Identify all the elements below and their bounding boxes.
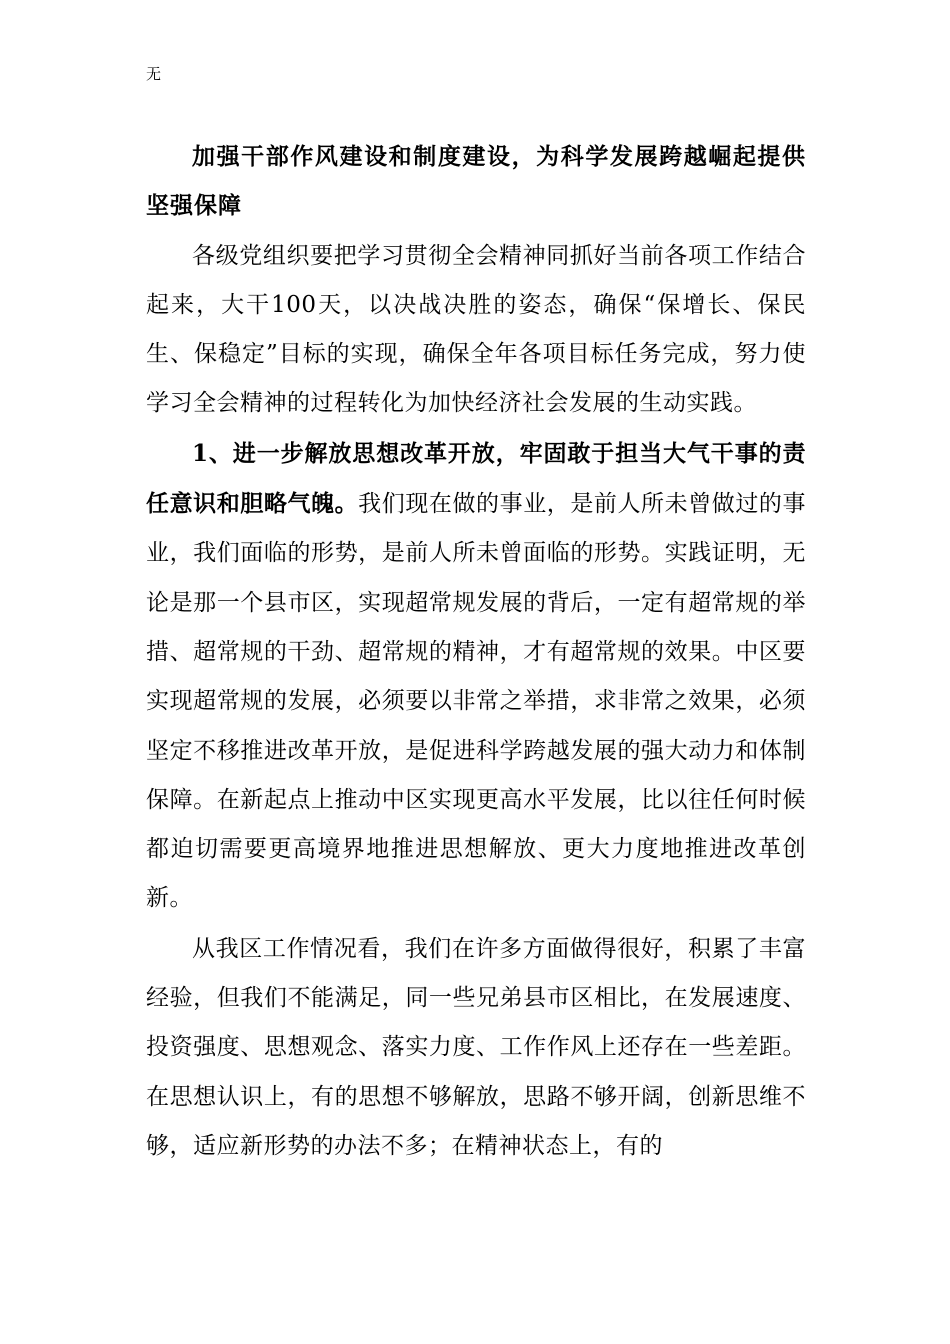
document-title: 加强干部作风建设和制度建设，为科学发展跨越崛起提供坚强保障	[146, 143, 806, 220]
paragraph-2	[146, 429, 806, 924]
paragraph-1	[146, 231, 806, 429]
paragraph-3	[146, 924, 806, 1171]
header-mark: 无	[146, 65, 162, 83]
paragraph-3-text: 从我区工作情况看，我们在许多方面做得很好，积累了丰富经验，但我们不能满足，同一些兄弟县市区相比，在发展速度、投资强度、思想观念、落实力度、工作作风上还存在一些差距。在思想认识上，有的思想不够解放，思路不够开阔，创新思维不够，适应新形势的办法不多；在精神状态上，有的	[146, 935, 806, 1159]
document-body	[146, 132, 806, 1171]
paragraph-2-text: 我们现在做的事业，是前人所未曾做过的事业，我们面临的形势，是前人所未曾面临的形势。实践证明，无论是那一个县市区，实现超常规发展的背后，一定有超常规的举措、超常规的干劲、超常规的精神，才有超常规的效果。中区要实现超常规的发展，必须要以非常之举措，求非常之效果，必须坚定不移推进改革开放，是促进科学跨越发展的强大动力和体制保障。在新起点上推动中区实现更高水平发展，比以往任何时候都迫切需要更高境界地推进思想解放、更大力度地推进改革创新。	[146, 491, 807, 912]
paragraph-2-lead: 1、进一步解放思想改革开放，牢固敢于担当大气干事的责任意识和胆略气魄。	[146, 439, 806, 518]
paragraph-1-text: 各级党组织要把学习贯彻全会精神同抓好当前各项工作结合起来，大干100天，以决战决胜的姿态，确保“保增长、保民生、保稳定”目标的实现，确保全年各项目标任务完成，努力使学习全会精神的过程转化为加快经济社会发展的生动实践。	[146, 242, 806, 417]
